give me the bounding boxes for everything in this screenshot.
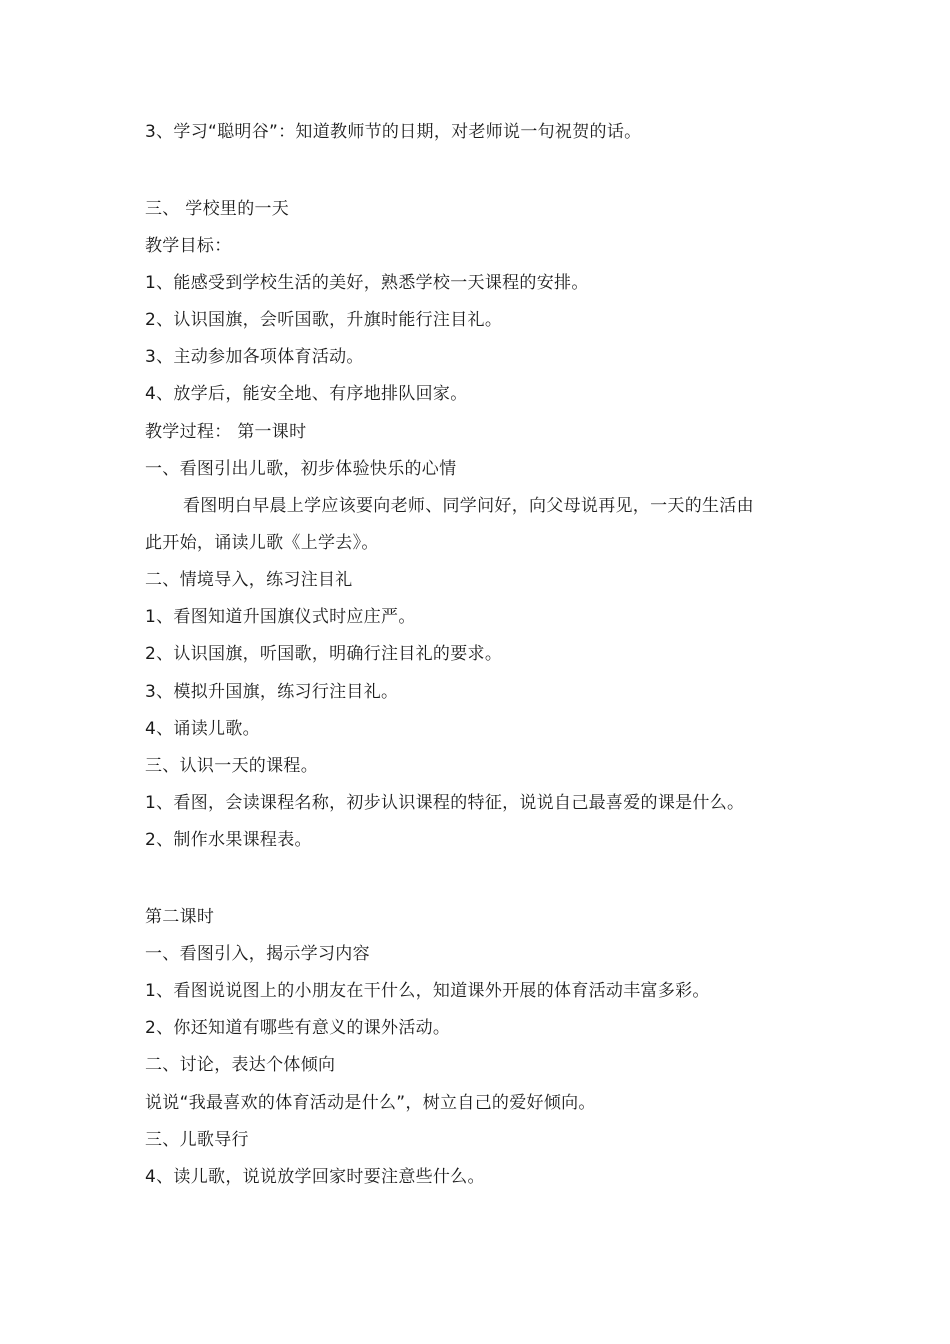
- teaching-goals-heading: 教学目标：: [145, 236, 232, 256]
- paragraph-line-1: 看图明白早晨上学应该要向老师、同学问好，向父母说再见，一天的生活由: [183, 496, 754, 516]
- step-heading-1: 一、看图引出儿歌，初步体验快乐的心情: [145, 459, 457, 479]
- second-lesson-heading: 第二课时: [145, 907, 215, 927]
- lesson-2-step-heading-1: 一、看图引入，揭示学习内容: [145, 944, 370, 964]
- section-heading-school-day: 三、 学校里的一天: [145, 199, 290, 219]
- lesson-2-step-3-item-4: 4、读儿歌，说说放学回家时要注意些什么。: [145, 1167, 485, 1187]
- step-heading-3: 三、认识一天的课程。: [145, 756, 318, 776]
- goal-item-2: 2、认识国旗，会听国歌，升旗时能行注目礼。: [145, 310, 503, 330]
- step-3-item-1: 1、看图，会读课程名称，初步认识课程的特征，说说自己最喜爱的课是什么。: [145, 793, 745, 813]
- lesson-2-step-2-text: 说说“我最喜欢的体育活动是什么”，树立自己的爱好倾向。: [145, 1093, 596, 1113]
- lesson-2-step-heading-2: 二、讨论，表达个体倾向: [145, 1055, 336, 1075]
- goal-item-3: 3、主动参加各项体育活动。: [145, 347, 364, 367]
- text-line-task-3: 3、学习“聪明谷”：知道教师节的日期，对老师说一句祝贺的话。: [145, 122, 642, 142]
- step-2-item-3: 3、模拟升国旗，练习行注目礼。: [145, 682, 399, 702]
- teaching-process-heading: 教学过程： 第一课时: [145, 422, 307, 442]
- goal-item-1: 1、能感受到学校生活的美好，熟悉学校一天课程的安排。: [145, 273, 589, 293]
- lesson-2-step-1-item-2: 2、你还知道有哪些有意义的课外活动。: [145, 1018, 451, 1038]
- step-3-item-2: 2、制作水果课程表。: [145, 830, 312, 850]
- lesson-2-step-heading-3: 三、儿歌导行: [145, 1130, 249, 1150]
- step-heading-2: 二、情境导入，练习注目礼: [145, 570, 353, 590]
- lesson-2-step-1-item-1: 1、看图说说图上的小朋友在干什么，知道课外开展的体育活动丰富多彩。: [145, 981, 710, 1001]
- step-2-item-2: 2、认识国旗，听国歌，明确行注目礼的要求。: [145, 644, 503, 664]
- step-2-item-4: 4、诵读儿歌。: [145, 719, 260, 739]
- step-2-item-1: 1、看图知道升国旗仪式时应庄严。: [145, 607, 416, 627]
- paragraph-line-2: 此开始，诵读儿歌《上学去》。: [145, 533, 379, 553]
- goal-item-4: 4、放学后，能安全地、有序地排队回家。: [145, 384, 468, 404]
